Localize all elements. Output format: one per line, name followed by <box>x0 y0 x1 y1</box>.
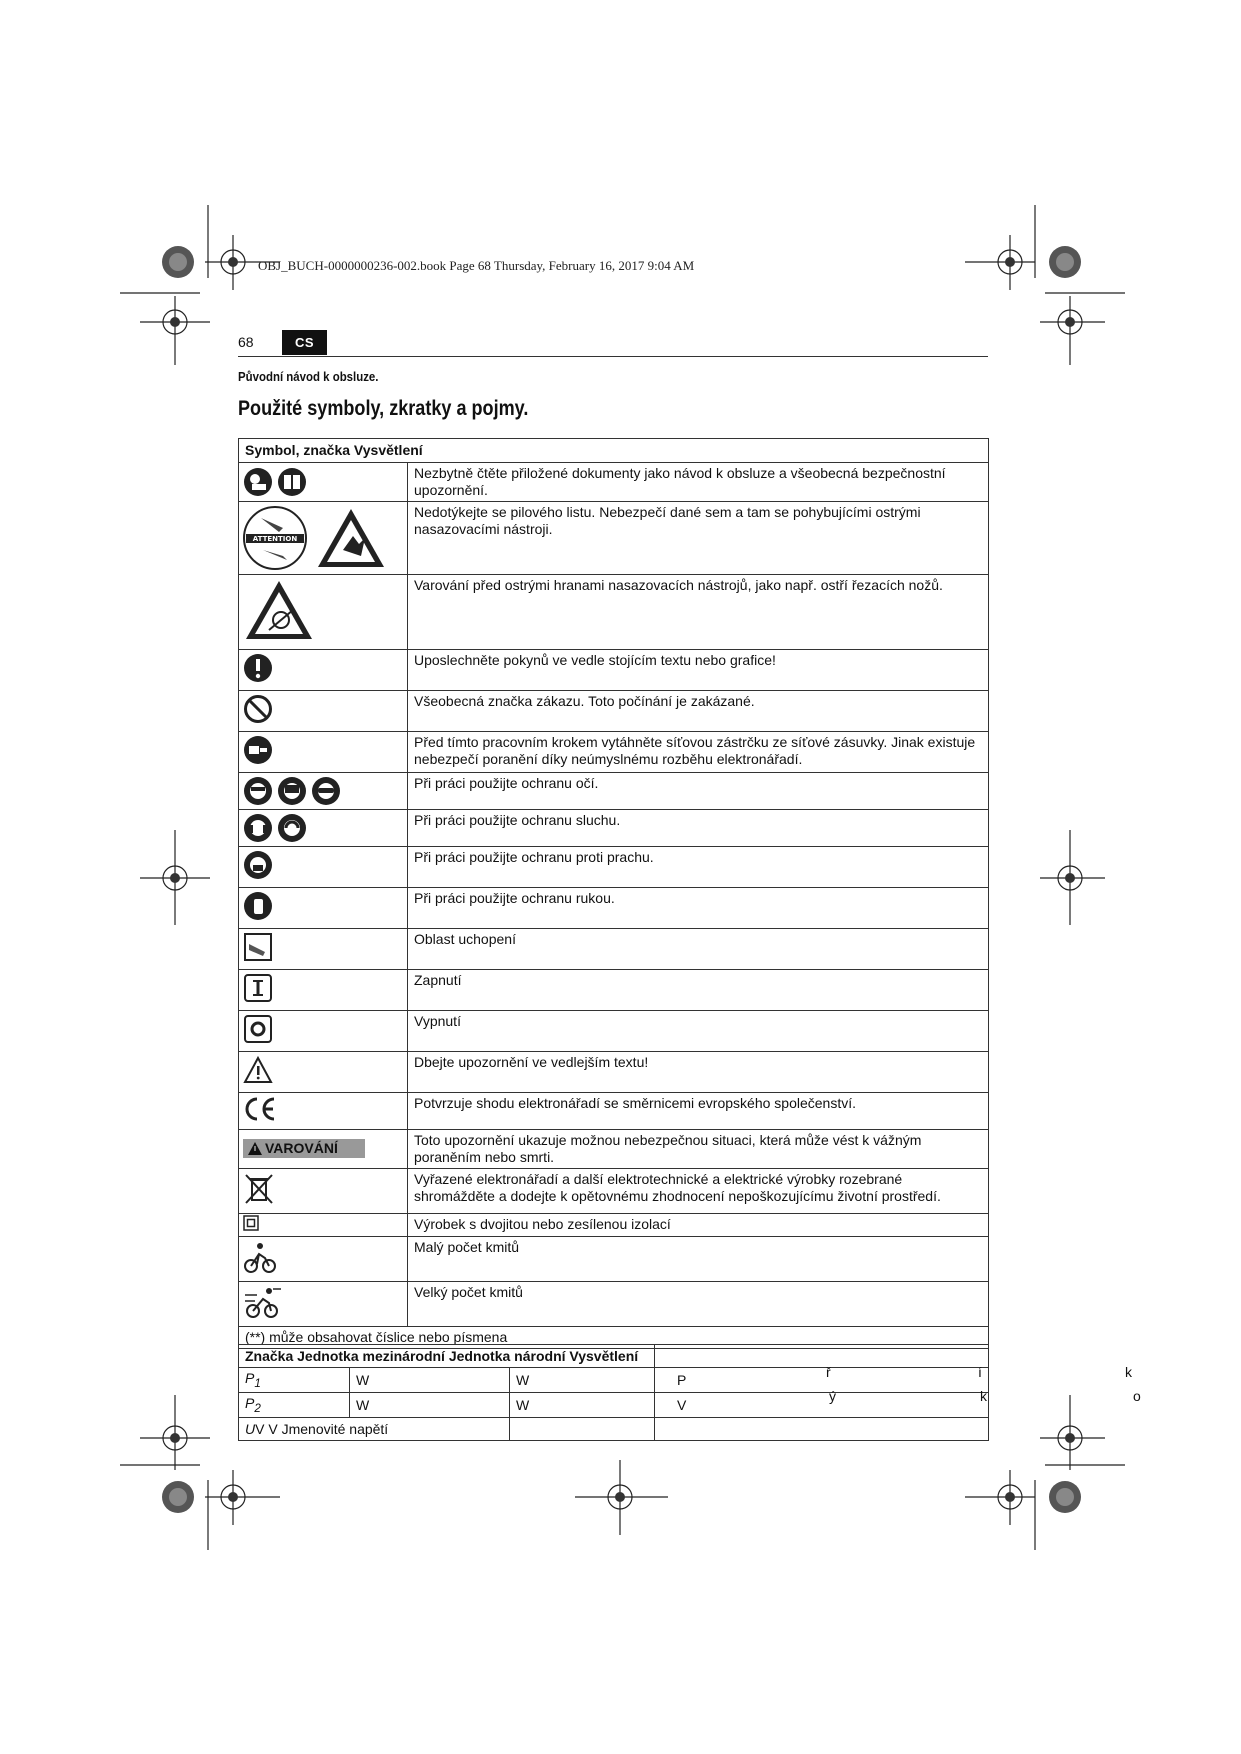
row-text: Vypnutí <box>408 1011 989 1052</box>
row-text: Toto upozornění ukazuje možnou nebezpečnou situaci, která může vést k vážným poraněním nebo smrti. <box>408 1130 989 1169</box>
page-title: Použité symboly, zkratky a pojmy. <box>238 397 529 420</box>
warning-triangle-icon <box>243 1055 273 1085</box>
table-row <box>239 929 989 970</box>
unit-expl: V <box>677 1396 687 1413</box>
unit-intl: W <box>350 1368 510 1393</box>
gloves-icon <box>243 891 273 921</box>
unit-table <box>238 1344 989 1441</box>
table-row <box>239 1214 989 1237</box>
table-row <box>239 1417 989 1440</box>
weee-bin-icon <box>243 1172 275 1206</box>
grip-area-icon <box>243 932 273 962</box>
svg-text:ATTENTION: ATTENTION <box>252 535 298 543</box>
language-badge: CS <box>282 330 327 355</box>
table-row <box>239 1130 989 1169</box>
table-row <box>239 1392 989 1417</box>
warning-sharp-edges-icon <box>243 578 315 642</box>
row-text: Dbejte upozornění ve vedlejším textu! <box>408 1052 989 1093</box>
row-text: Varování před ostrými hranami nasazovacích nástrojů, jako např. ostří řezacích nožů. <box>408 575 989 650</box>
stray-char: ř <box>826 1364 831 1380</box>
table-row <box>239 1052 989 1093</box>
table-row <box>239 1368 989 1393</box>
table-row <box>239 502 989 575</box>
table-row <box>239 847 989 888</box>
face-shield-read-icon <box>243 467 273 497</box>
ce-mark-icon <box>243 1096 277 1122</box>
row-text: Před tímto pracovním krokem vytáhněte síťovou zástrčku ze síťové zásuvky. Jinak existuje nebezpečí poranění díky neúmyslnému rozběhu elektronářadí. <box>408 732 989 773</box>
table-row <box>239 1169 989 1214</box>
warning-moving-blade-icon <box>315 506 387 570</box>
footnote: (**) může obsahovat číslice nebo písmena <box>245 1329 508 1345</box>
unit-symbol: P <box>245 1394 255 1411</box>
symbol-table <box>238 438 989 1349</box>
row-text: Všeobecná značka zákazu. Toto počínání je zakázané. <box>408 691 989 732</box>
double-insulation-icon <box>243 1215 259 1231</box>
low-stroke-bicycle-icon <box>243 1240 277 1274</box>
table-row <box>239 970 989 1011</box>
unit-expl: P <box>677 1371 687 1388</box>
row-text: Potvrzuje shodu elektronářadí se směrnicemi evropského společenství. <box>408 1093 989 1130</box>
attention-sawblade-icon <box>243 506 307 570</box>
table-row <box>239 1237 989 1282</box>
row-text: Při práci použijte ochranu očí. <box>408 773 989 810</box>
varovani-label-icon <box>243 1139 365 1158</box>
table-row <box>239 888 989 929</box>
goggles-icon <box>311 776 341 806</box>
table-row <box>239 463 989 502</box>
unit-symbol-sub: 2 <box>254 1401 261 1415</box>
high-stroke-bicycle-icon <box>243 1285 283 1319</box>
unit-intl: W <box>350 1392 510 1417</box>
unit-table-header-row <box>239 1345 989 1368</box>
stray-char: k <box>980 1388 987 1404</box>
row-text: Výrobek s dvojitou nebo zesílenou izolací <box>408 1214 989 1237</box>
table-row <box>239 650 989 691</box>
row-text: Při práci použijte ochranu rukou. <box>408 888 989 929</box>
subtitle: Původní návod k obsluze. <box>238 369 379 384</box>
unit-national: W <box>510 1368 655 1393</box>
symbol-table-header-row <box>239 439 989 463</box>
row-text: Vyřazené elektronářadí a další elektrotechnické a elektrické výrobky rozebrané shromážděte a dodejte k opětovnému zhodnocení nepoškozujícímu životní prostředí. <box>408 1169 989 1214</box>
unit-table-header: Značka Jednotka mezinárodní Jednotka národní Vysvětlení <box>245 1348 639 1364</box>
ear-protection-icon <box>243 813 273 843</box>
row-text: Při práci použijte ochranu proti prachu. <box>408 847 989 888</box>
unit-symbol-sub: 1 <box>254 1376 261 1390</box>
row-text: Velký počet kmitů <box>408 1282 989 1327</box>
row-text: Při práci použijte ochranu sluchu. <box>408 810 989 847</box>
switch-off-icon <box>243 1014 273 1044</box>
row-text: Nezbytně čtěte přiložené dokumenty jako návod k obsluze a všeobecná bezpečnostní upozornění. <box>408 463 989 502</box>
warning-small-icon <box>248 1142 262 1155</box>
stray-char: ý <box>829 1388 836 1404</box>
table-row <box>239 773 989 810</box>
table-row <box>239 575 989 650</box>
row-text: Oblast uchopení <box>408 929 989 970</box>
face-shield-icon <box>277 776 307 806</box>
exclamation-icon <box>243 653 273 683</box>
file-header: OBJ_BUCH-0000000236-002.book Page 68 Thursday, February 16, 2017 9:04 AM <box>258 258 695 273</box>
page-number: 68 <box>238 334 254 350</box>
table-row <box>239 1011 989 1052</box>
stray-char: o <box>1133 1388 1141 1404</box>
unit-national: W <box>510 1392 655 1417</box>
symbol-table-header: Symbol, značka Vysvětlení <box>245 442 423 458</box>
varovani-label-text: VAROVÁNÍ <box>265 1140 338 1156</box>
ear-muffs-icon <box>277 813 307 843</box>
unit-symbol: P <box>245 1370 255 1386</box>
unplug-icon <box>243 735 273 765</box>
table-row <box>239 691 989 732</box>
table-row <box>239 1093 989 1130</box>
table-row <box>239 732 989 773</box>
unit-row-rest: V V Jmenovité napětí <box>255 1420 389 1437</box>
eye-protection-icon <box>243 776 273 806</box>
row-text: Zapnutí <box>408 970 989 1011</box>
stray-char: í <box>978 1364 982 1380</box>
switch-on-icon <box>243 973 273 1003</box>
row-text: Malý počet kmitů <box>408 1237 989 1282</box>
header-rule <box>238 356 988 357</box>
table-row <box>239 1282 989 1327</box>
prohibition-icon <box>243 694 273 724</box>
table-row <box>239 810 989 847</box>
dust-mask-icon <box>243 850 273 880</box>
row-text: Uposlechněte pokynů ve vedle stojícím textu nebo grafice! <box>408 650 989 691</box>
book-read-icon <box>277 467 307 497</box>
stray-char: k <box>1125 1364 1132 1380</box>
unit-symbol: U <box>245 1420 256 1437</box>
row-text: Nedotýkejte se pilového listu. Nebezpečí dané sem a tam se pohybujícími ostrými nasazovacími nástroji. <box>408 502 989 575</box>
